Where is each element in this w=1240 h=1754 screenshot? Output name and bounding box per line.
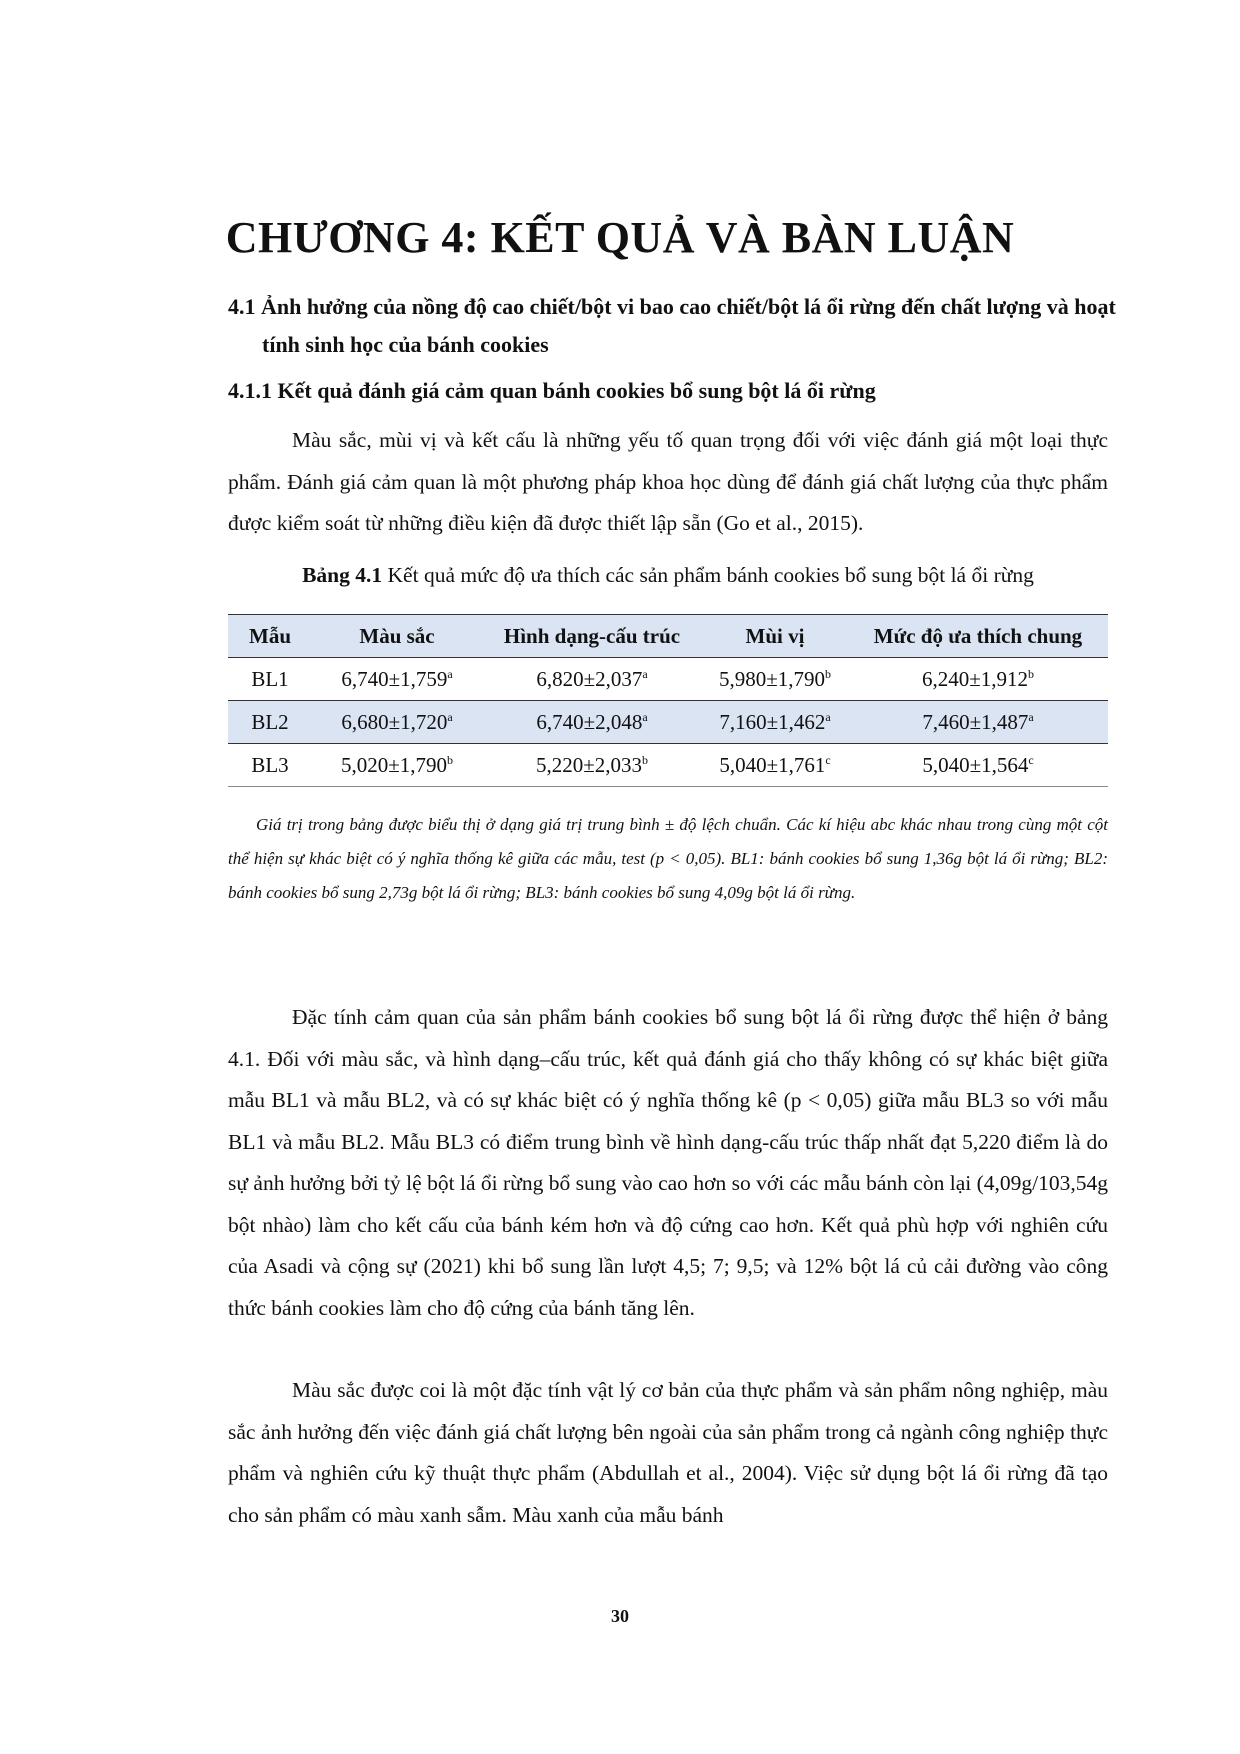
table-caption-text: Kết quả mức độ ưa thích các sản phẩm bánh cookies bổ sung bột lá ổi rừng [382,563,1034,587]
table-row [228,701,1108,744]
cell-shape: 5,220±2,033$^b$ [482,744,702,787]
cell-sample: BL1 [228,658,312,701]
paragraph-3: Màu sắc được coi là một đặc tính vật lý cơ bản của thực phẩm và sản phẩm nông nghiệp, màu sắc ảnh hưởng đến việc đánh giá chất lượng bên ngoài của sản phẩm trong cả ngành công nghiệp thực phẩm và nghiên cứu kỹ thuật thực phẩm (Abdullah et al., 2004). Việc sử dụng bột lá ổi rừng đã tạo cho sản phẩm có màu xanh sẫm. Màu xanh của mẫu bánh [228,1378,1108,1527]
table-row [228,744,1108,787]
cell-overall: 6,240±1,912$^b$ [848,658,1108,701]
table-row [228,658,1108,701]
header-shape: Hình dạng-cấu trúc [482,615,702,658]
cell-shape: 6,740±2,048$^a$ [482,701,702,744]
cell-color: 6,740±1,759$^a$ [312,658,482,701]
cell-taste: 7,160±1,462$^a$ [702,701,848,744]
subsection-heading: 4.1.1 Kết quả đánh giá cảm quan bánh cookies bổ sung bột lá ổi rừng [228,378,876,403]
header-overall: Mức độ ưa thích chung [848,615,1108,658]
cell-taste: 5,980±1,790$^b$ [702,658,848,701]
cell-color: 5,020±1,790$^b$ [312,744,482,787]
paragraph-2: Đặc tính cảm quan của sản phẩm bánh cookies bổ sung bột lá ổi rừng được thể hiện ở bảng 4.1. Đối với màu sắc, và hình dạng–cấu trúc, kết quả đánh giá cho thấy không có sự khác biệt giữa mẫu BL1 và mẫu BL2, và có sự khác biệt có ý nghĩa thống kê (p < 0,05) giữa mẫu BL3 so với mẫu BL1 và mẫu BL2. Mẫu BL3 có điểm trung bình về hình dạng-cấu trúc thấp nhất đạt 5,220 điểm là do sự ảnh hưởng bởi tỷ lệ bột lá ổi rừng bổ sung vào cao hơn so với các mẫu bánh còn lại (4,09g/103,54g bột nhào) làm cho kết cấu của bánh kém hơn và độ cứng cao hơn. Kết quả phù hợp với nghiên cứu của Asadi và cộng sự (2021) khi bổ sung lần lượt 4,5; 7; 9,5; và 12% bột lá củ cải đường vào công thức bánh cookies làm cho độ cứng của bánh tăng lên. [228,1005,1108,1320]
chapter-title: CHƯƠNG 4: KẾT QUẢ VÀ BÀN LUẬN [225,213,1015,262]
sensory-table [228,614,1108,787]
header-sample: Mẫu [228,615,312,658]
cell-overall: 7,460±1,487$^a$ [848,701,1108,744]
table-note: Giá trị trong bảng được biểu thị ở dạng giá trị trung bình ± độ lệch chuẩn. Các kí hiệu abc khác nhau trong cùng một cột thể hiện sự khác biệt có ý nghĩa thống kê giữa các mẫu, test (p < 0,05). BL1: bánh cookies bổ sung 1,36g bột lá ổi rừng; BL2: bánh cookies bổ sung 2,73g bột lá ổi rừng; BL3: bánh cookies bổ sung 4,09g bột lá ổi rừng. [228,815,1108,902]
section-heading: 4.1 Ảnh hưởng của nồng độ cao chiết/bột vi bao cao chiết/bột lá ổi rừng đến chất lượng và hoạt tính sinh học của bánh cookies [228,294,1116,357]
table-caption-label: Bảng 4.1 [302,563,383,587]
table-caption [228,560,1108,590]
cell-sample: BL2 [228,701,312,744]
page-number: 30 [611,1606,629,1626]
header-color: Màu sắc [312,615,482,658]
cell-overall: 5,040±1,564$^c$ [848,744,1108,787]
table-header-row [228,615,1108,658]
paragraph-1: Màu sắc, mùi vị và kết cấu là những yếu tố quan trọng đối với việc đánh giá một loại thực phẩm. Đánh giá cảm quan là một phương pháp khoa học dùng để đánh giá chất lượng của thực phẩm được kiểm soát từ những điều kiện đã được thiết lập sẵn (Go et al., 2015). [228,428,1108,535]
cell-sample: BL3 [228,744,312,787]
cell-color: 6,680±1,720$^a$ [312,701,482,744]
header-taste: Mùi vị [702,615,848,658]
cell-shape: 6,820±2,037$^a$ [482,658,702,701]
cell-taste: 5,040±1,761$^c$ [702,744,848,787]
